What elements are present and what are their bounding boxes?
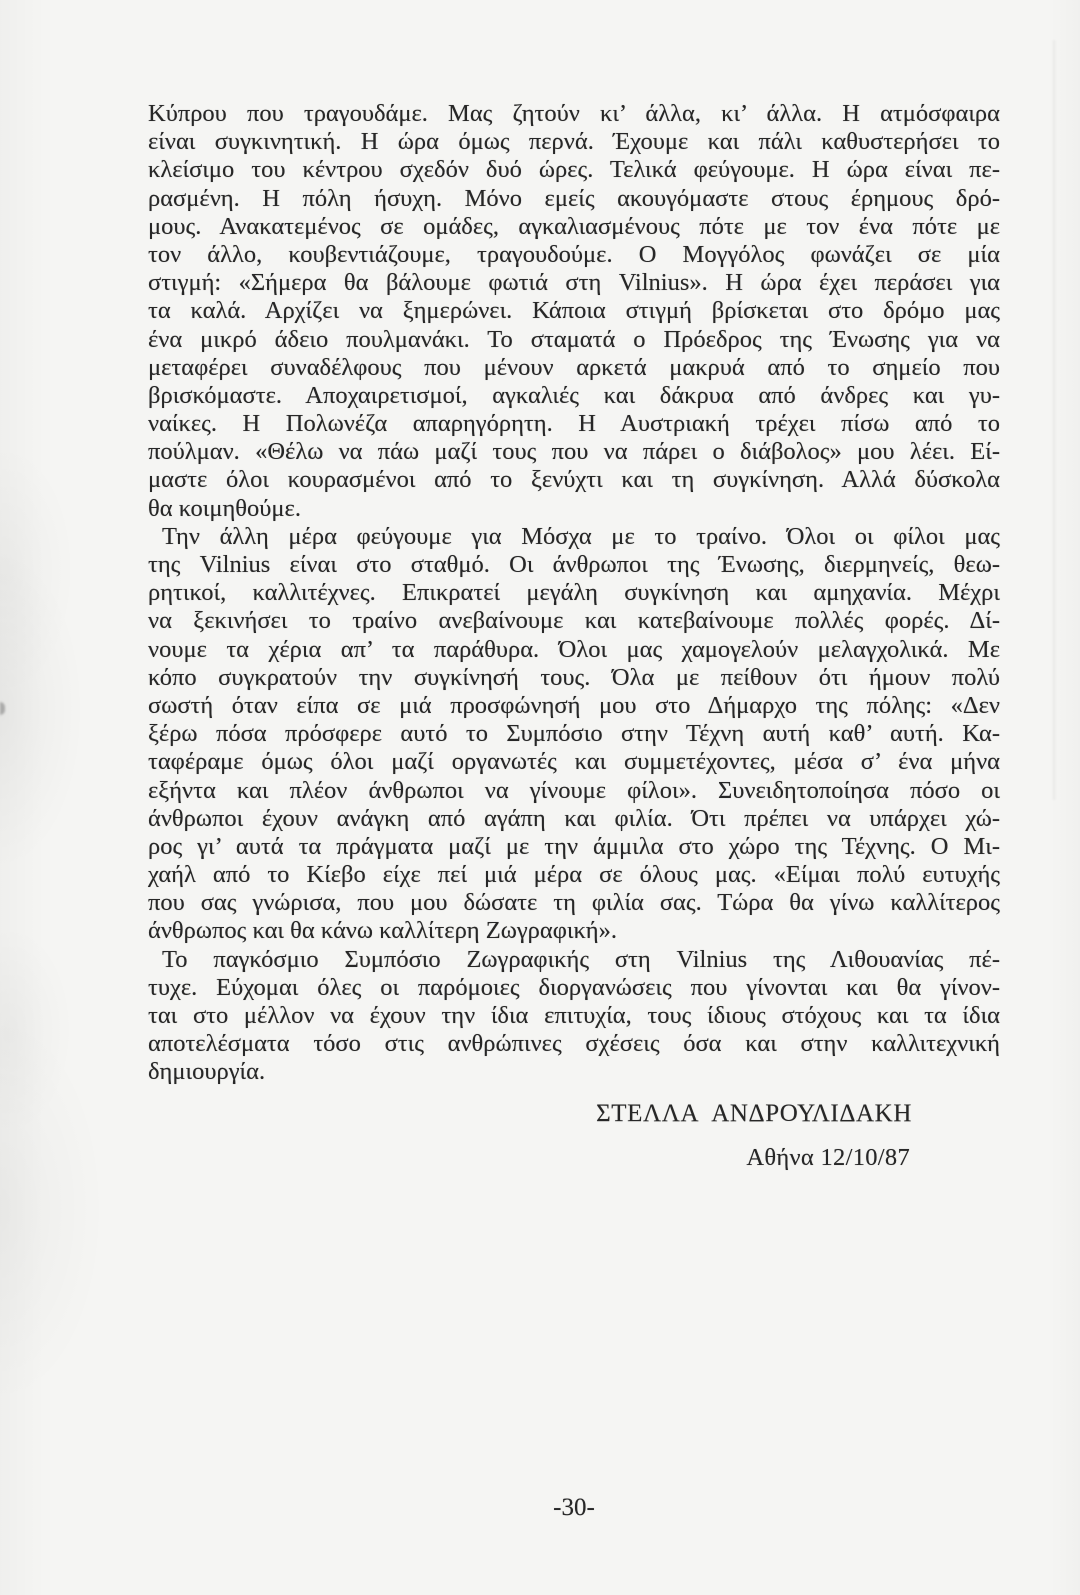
text-line: στιγμή: «Σήμερα θα βάλουμε φωτιά στη Vilnius». Η ώρα έχει περάσει για	[148, 269, 1000, 297]
text-line: βρισκόμαστε. Αποχαιρετισμοί, αγκαλιές και δάκρυα από άνδρες και γυ-	[148, 381, 1000, 409]
dateline: Αθήνα 12/10/87	[746, 1144, 910, 1171]
text-line: να ξεκινήσει το τραίνο ανεβαίνουμε και κατεβαίνουμε πολλές φορές. Δί-	[148, 607, 1000, 635]
text-line: που σας γνώρισα, που μου δώσατε τη φιλία σας. Τώρα θα γίνω καλλίτερος	[148, 889, 1000, 917]
text-line: τυχε. Εύχομαι όλες οι παρόμοιες διοργανώσεις που γίνονται και θα γίνον-	[148, 973, 1000, 1001]
text-line: πούλμαν. «Θέλω να πάω μαζί τους που να πάρει ο διάβολος» μου λέει. Εί-	[148, 438, 1000, 466]
text-line: μους. Ανακατεμένος σε ομάδες, αγκαλιασμένους πότε με τον ένα πότε με	[148, 212, 1000, 240]
text-line: κόπο συγκρατούν την συγκίνησή τους. Όλα με πείθουν ότι ήμουν πολύ	[148, 663, 1000, 691]
text-line: αποτελέσματα τόσο στις ανθρώπινες σχέσεις όσα και στην καλλιτεχνική	[148, 1030, 1000, 1058]
text-line: Την άλλη μέρα φεύγουμε για Μόσχα με το τραίνο. Όλοι οι φίλοι μας	[162, 522, 1000, 550]
text-line: χαήλ από το Κίεβο είχε πεί μιά μέρα σε όλους μας. «Είμαι πολύ ευτυχής	[148, 861, 1000, 889]
page-number: -30-	[553, 1494, 595, 1521]
text-line: νουμε τα χέρια απ’ τα παράθυρα. Όλοι μας χαμογελούν μελαγχολικά. Με	[148, 635, 1000, 663]
body-text	[148, 100, 1000, 1087]
text-line: ναίκες. Η Πολωνέζα απαρηγόρητη. Η Αυστριακή τρέχει πίσω από το	[148, 410, 1000, 438]
paragraph	[148, 946, 1000, 1087]
text-line: ταφέραμε όμως όλοι μαζί οργανωτές και συμμετέχοντες, μέσα σ’ ένα μήνα	[148, 748, 1000, 776]
signature: ΣΤΕΛΛΑ ΑΝΔΡΟΥΛΙΔΑΚΗ	[596, 1100, 912, 1127]
text-line: ρητικοί, καλλιτέχνες. Επικρατεί μεγάλη συγκίνηση και αμηχανία. Μέχρι	[148, 579, 1000, 607]
text-line: ρασμένη. Η πόλη ήσυχη. Μόνο εμείς ακουγόμαστε στους έρημους δρό-	[148, 184, 1000, 212]
text-line: ξέρω πόσα πρόσφερε αυτό το Συμπόσιο στην Τέχνη αυτή καθ’ αυτή. Κα-	[148, 720, 1000, 748]
text-line: άνθρωποι έχουν ανάγκη από αγάπη και φιλία. Ότι πρέπει να υπάρχει χώ-	[148, 804, 1000, 832]
text-line: ται στο μέλλον να έχουν την ίδια επιτυχία, τους ίδιους στόχους και τα ίδια	[148, 1002, 1000, 1029]
text-line: κλείσιμο του κέντρου σχεδόν δυό ώρες. Τελικά φεύγουμε. Η ώρα είναι πε-	[148, 156, 1000, 184]
text-line: τα καλά. Αρχίζει να ξημερώνει. Κάποια στιγμή βρίσκεται στο δρόμο μας	[148, 297, 1000, 325]
text-line: θα κοιμηθούμε.	[148, 494, 301, 522]
text-line: μαστε όλοι κουρασμένοι από το ξενύχτι και τη συγκίνηση. Αλλά δύσκολα	[148, 466, 1000, 494]
scan-speck-artifact	[0, 702, 5, 715]
text-line: της Vilnius είναι στο σταθμό. Οι άνθρωποι της Ένωσης, διερμηνείς, θεω-	[148, 551, 1000, 578]
text-line: Το παγκόσμιο Συμπόσιο Ζωγραφικής στη Vilnius της Λιθουανίας πέ-	[162, 945, 1000, 973]
text-line: ρος γι’ αυτά τα πράγματα μαζί με την άμμιλα στο χώρο της Τέχνης. Ο Μι-	[148, 832, 1000, 860]
paragraph	[148, 523, 1000, 946]
text-line: ένα μικρό άδειο πουλμανάκι. Το σταματά ο Πρόεδρος της Ένωσης για να	[148, 325, 1000, 353]
paragraph	[148, 100, 1000, 523]
text-line: εξήντα και πλέον άνθρωποι να γίνουμε φίλοι». Συνειδητοποίησα πόσο οι	[148, 776, 1000, 804]
text-line: Κύπρου που τραγουδάμε. Μας ζητούν κι’ άλλα, κι’ άλλα. Η ατμόσφαιρα	[148, 100, 1000, 127]
text-line: μεταφέρει συναδέλφους που μένουν αρκετά μακρυά από το σημείο που	[148, 353, 1000, 381]
text-line: είναι συγκινητική. Η ώρα όμως περνά. Έχουμε και πάλι καθυστερήσει το	[148, 128, 1000, 156]
text-line: σωστή όταν είπα σε μιά προσφώνησή μου στο Δήμαρχο της πόλης: «Δεν	[148, 691, 1000, 719]
scan-edge-artifact	[1053, 40, 1055, 800]
text-line: τον άλλο, κουβεντιάζουμε, τραγουδούμε. Ο Μογγόλος φωνάζει σε μία	[148, 240, 1000, 268]
text-line: άνθρωπος και θα κάνω καλλίτερη Ζωγραφική».	[148, 917, 617, 945]
text-line: δημιουργία.	[148, 1058, 266, 1086]
